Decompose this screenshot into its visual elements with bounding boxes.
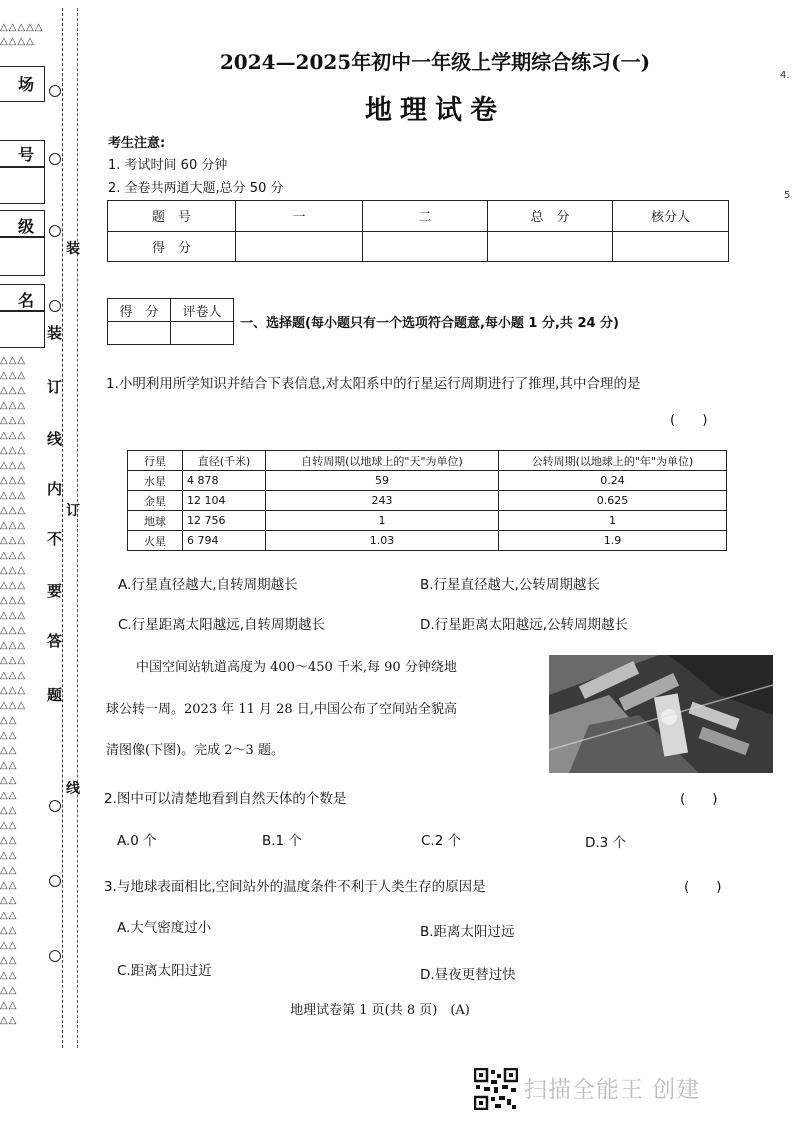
- option-b[interactable]: B.距离太阳过远: [420, 924, 515, 940]
- table-cell: 1: [499, 511, 727, 531]
- vertical-text-char: 装: [47, 324, 63, 342]
- triangle-pattern-icon: △△: [0, 805, 18, 816]
- triangle-pattern-icon: △△: [0, 910, 18, 921]
- field-box-name-input[interactable]: [0, 310, 45, 348]
- binding-hole-icon: [49, 875, 61, 887]
- option-a[interactable]: A.0 个: [117, 833, 157, 849]
- vertical-text-char: 题: [47, 686, 63, 704]
- binding-strip: [0, 0, 100, 1124]
- triangle-pattern-icon: △△△: [0, 505, 27, 516]
- triangle-pattern-icon: △△△: [0, 460, 27, 471]
- triangle-pattern-icon: △△△: [0, 550, 27, 561]
- triangle-pattern-icon: △△: [0, 715, 18, 726]
- table-cell: 金星: [128, 491, 183, 511]
- triangle-pattern-icon: △△△: [0, 475, 27, 486]
- space-station-photo: [549, 655, 773, 773]
- table-header: 公转周期(以地球上的"年"为单位): [499, 451, 727, 471]
- option-b[interactable]: B.1 个: [262, 833, 302, 849]
- triangle-pattern-icon: △△: [0, 865, 18, 876]
- score-input-cell[interactable]: [488, 231, 613, 262]
- option-a[interactable]: A.行星直径越大,自转周期越长: [118, 577, 298, 593]
- passage-line: 球公转一周。2023 年 11 月 28 日,中国公布了空间站全貌高: [106, 702, 457, 717]
- triangle-pattern-icon: △△△: [0, 655, 27, 666]
- planet-table: [127, 450, 727, 551]
- triangle-pattern-icon: △△△: [0, 385, 27, 396]
- table-cell: 6 794: [183, 531, 266, 551]
- triangle-pattern-icon: △△△: [0, 430, 27, 441]
- grader-input[interactable]: [108, 322, 171, 345]
- table-cell: 59: [266, 471, 499, 491]
- score-header-cell: 一: [236, 201, 363, 232]
- binding-hole-icon: [49, 153, 61, 165]
- edge-number: 5: [784, 190, 791, 201]
- triangle-pattern-icon: △△: [0, 925, 18, 936]
- score-table: [107, 200, 729, 262]
- table-header: 行星: [128, 451, 183, 471]
- score-header-cell: 核分人: [613, 201, 729, 232]
- option-c[interactable]: C.行星距离太阳越远,自转周期越长: [118, 617, 326, 633]
- option-b[interactable]: B.行星直径越大,公转周期越长: [420, 577, 600, 593]
- vertical-text-char: 答: [47, 632, 63, 650]
- triangle-pattern-icon: △△△△: [0, 36, 35, 47]
- exam-title: 2024—2025年初中一年级上学期综合练习(一): [219, 50, 651, 74]
- score-header-cell: 总 分: [488, 201, 613, 232]
- triangle-pattern-icon: △△: [0, 955, 18, 966]
- vertical-text-char: 内: [47, 480, 63, 498]
- table-cell: 地球: [128, 511, 183, 531]
- triangle-pattern-icon: △△: [0, 730, 18, 741]
- triangle-pattern-icon: △△: [0, 820, 18, 831]
- triangle-pattern-icon: △△△: [0, 520, 27, 531]
- grader-input[interactable]: [171, 322, 234, 345]
- option-c[interactable]: C.距离太阳过近: [117, 963, 212, 979]
- binding-hole-icon: [49, 800, 61, 812]
- triangle-pattern-icon: △△: [0, 895, 18, 906]
- vertical-text-char: 不: [47, 530, 63, 548]
- table-cell: 243: [266, 491, 499, 511]
- triangle-pattern-icon: △△: [0, 970, 18, 981]
- vertical-text-char: 线: [47, 430, 63, 448]
- grader-cell-reviewer: 评卷人: [171, 299, 234, 322]
- field-label-name: 名: [18, 291, 35, 310]
- field-label-number: 号: [18, 145, 35, 164]
- triangle-pattern-icon: △△△: [0, 535, 27, 546]
- triangle-pattern-icon: △△: [0, 745, 18, 756]
- table-cell: 火星: [128, 531, 183, 551]
- triangle-pattern-icon: △△△: [0, 445, 27, 456]
- option-d[interactable]: D.昼夜更替过快: [420, 967, 516, 983]
- triangle-pattern-icon: △△: [0, 835, 18, 846]
- grader-table: [107, 298, 234, 345]
- triangle-pattern-icon: △△△: [0, 490, 27, 501]
- table-cell: 12 104: [183, 491, 266, 511]
- edge-number: 4.: [780, 70, 790, 81]
- table-row: [128, 511, 727, 531]
- table-cell: 1.9: [499, 531, 727, 551]
- vertical-text-char: 要: [47, 582, 63, 600]
- table-cell: 0.24: [499, 471, 727, 491]
- triangle-pattern-icon: △△△: [0, 580, 27, 591]
- field-label-class: 级: [18, 217, 35, 236]
- vertical-text-char: 线: [66, 781, 80, 797]
- answer-paren[interactable]: ( ): [670, 412, 708, 428]
- binding-dashed-line: [62, 8, 63, 1048]
- question-stem: 2.图中可以清楚地看到自然天体的个数是: [104, 791, 347, 807]
- triangle-pattern-icon: △△△: [0, 610, 27, 621]
- option-d[interactable]: D.3 个: [585, 835, 627, 851]
- triangle-pattern-icon: △△△: [0, 625, 27, 636]
- triangle-pattern-icon: △△: [0, 775, 18, 786]
- binding-hole-icon: [49, 225, 61, 237]
- subject-title: 地理试卷: [365, 95, 505, 126]
- scanner-watermark: 扫描全能王 创建: [524, 1077, 701, 1103]
- space-station-image: [549, 655, 773, 773]
- triangle-pattern-icon: △△△: [0, 595, 27, 606]
- option-a[interactable]: A.大气密度过小: [117, 920, 212, 936]
- option-c[interactable]: C.2 个: [421, 833, 462, 849]
- question-stem: 3.与地球表面相比,空间站外的温度条件不利于人类生存的原因是: [104, 879, 486, 895]
- section-title: 一、选择题(每小题只有一个选项符合题意,每小题 1 分,共 24 分): [240, 316, 619, 331]
- notice-heading: 考生注意:: [108, 136, 166, 151]
- binding-hole-icon: [49, 85, 61, 97]
- triangle-pattern-icon: △△△: [0, 565, 27, 576]
- notice-item: 2. 全卷共两道大题,总分 50 分: [108, 181, 284, 196]
- triangle-pattern-icon: △△△: [0, 685, 27, 696]
- triangle-pattern-icon: △△△: [0, 670, 27, 681]
- table-header: 直径(千米): [183, 451, 266, 471]
- triangle-pattern-icon: △△△: [0, 700, 27, 711]
- triangle-pattern-icon: △△: [0, 985, 18, 996]
- qr-code-icon: [474, 1068, 518, 1110]
- triangle-pattern-icon: △△: [0, 880, 18, 891]
- question-stem: 1.小明利用所学知识并结合下表信息,对太阳系中的行星运行周期进行了推理,其中合理的是: [106, 376, 641, 392]
- table-row: [128, 491, 727, 511]
- page-footer: 地理试卷第 1 页(共 8 页) (A): [290, 1003, 470, 1018]
- answer-paren[interactable]: ( ): [684, 879, 722, 895]
- vertical-text-char: 订: [47, 378, 63, 396]
- table-header: 自转周期(以地球上的"天"为单位): [266, 451, 499, 471]
- triangle-pattern-icon: △△△△△: [0, 22, 44, 33]
- triangle-pattern-icon: △△: [0, 790, 18, 801]
- triangle-pattern-icon: △△: [0, 760, 18, 771]
- option-d[interactable]: D.行星距离太阳越远,公转周期越长: [420, 617, 628, 633]
- triangle-pattern-icon: △△: [0, 940, 18, 951]
- triangle-pattern-icon: △△: [0, 1000, 18, 1011]
- field-box-class-input[interactable]: [0, 236, 45, 276]
- binding-hole-icon: [49, 950, 61, 962]
- score-header-cell: 二: [363, 201, 488, 232]
- vertical-text-char: 装: [66, 241, 80, 257]
- triangle-pattern-icon: △△△: [0, 415, 27, 426]
- binding-hole-icon: [49, 300, 61, 312]
- table-cell: 4 878: [183, 471, 266, 491]
- triangle-pattern-icon: △△: [0, 1015, 18, 1026]
- triangle-pattern-icon: △△△: [0, 640, 27, 651]
- table-cell: 12 756: [183, 511, 266, 531]
- table-cell: 1.03: [266, 531, 499, 551]
- field-box-number-input[interactable]: [0, 166, 45, 204]
- triangle-pattern-icon: △△△: [0, 370, 27, 381]
- table-cell: 0.625: [499, 491, 727, 511]
- passage-line: 中国空间站轨道高度为 400～450 千米,每 90 分钟绕地: [136, 660, 457, 675]
- notice-item: 1. 考试时间 60 分钟: [108, 158, 228, 173]
- binding-dashed-line-outer: [77, 8, 78, 1048]
- answer-paren[interactable]: ( ): [680, 791, 718, 807]
- triangle-pattern-icon: △△: [0, 850, 18, 861]
- triangle-pattern-icon: △△△: [0, 355, 27, 366]
- score-input-cell[interactable]: [363, 231, 488, 262]
- score-input-cell[interactable]: [236, 231, 363, 262]
- triangle-pattern-icon: △△△: [0, 400, 27, 411]
- score-input-cell[interactable]: [613, 231, 729, 262]
- vertical-text-char: 订: [66, 503, 80, 519]
- score-header-cell: 题 号: [108, 201, 236, 232]
- table-row: [128, 531, 727, 551]
- table-cell: 1: [266, 511, 499, 531]
- grader-cell-score: 得 分: [108, 299, 171, 322]
- field-label-venue: 场: [18, 75, 35, 94]
- score-row-label: 得 分: [108, 231, 236, 262]
- table-row: [128, 471, 727, 491]
- passage-line: 清图像(下图)。完成 2～3 题。: [106, 743, 284, 758]
- table-cell: 水星: [128, 471, 183, 491]
